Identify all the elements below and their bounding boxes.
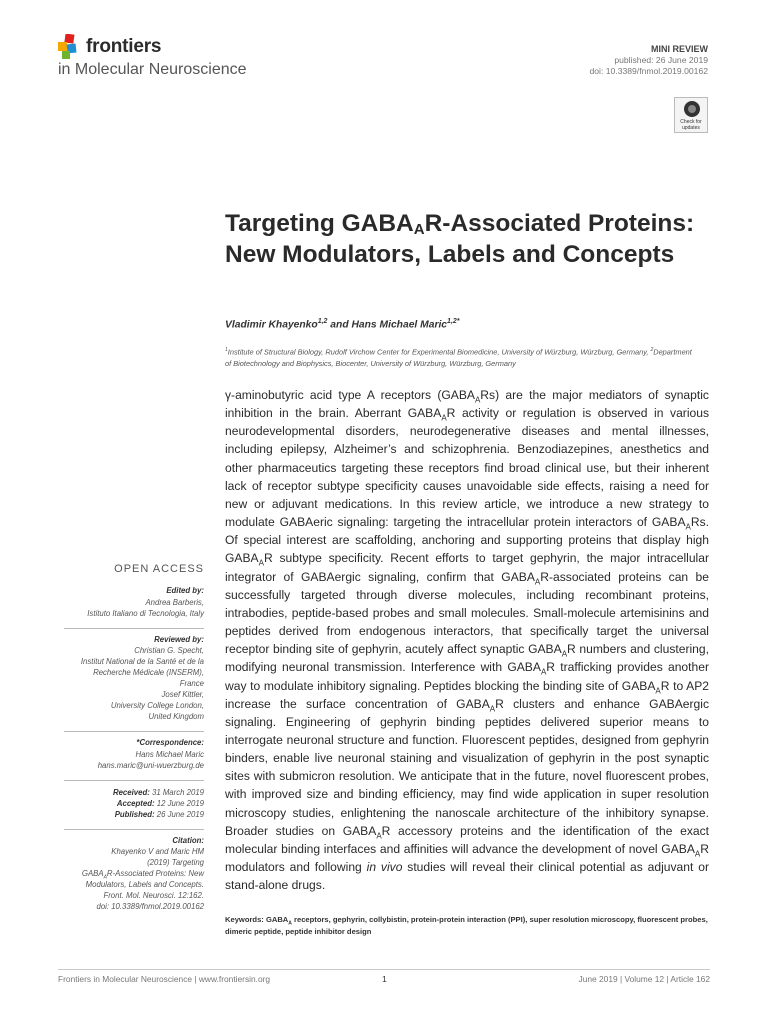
published-date-sidebar: Published: 26 June 2019 xyxy=(114,809,204,819)
section-label: *Correspondence: xyxy=(136,738,204,747)
reviewer-affil: Institut National de la Santé et de la xyxy=(80,657,204,666)
footer-journal-link[interactable]: Frontiers in Molecular Neuroscience | www.frontiersin.org xyxy=(58,974,271,984)
footer-divider xyxy=(58,969,710,970)
keywords-label: Keywords: xyxy=(225,915,266,924)
reviewer-affil: Recherche Médicale (INSERM), xyxy=(93,668,204,677)
section-label: Edited by: xyxy=(166,586,204,595)
published-date: published: 26 June 2019 xyxy=(614,55,708,65)
open-access-label: OPEN ACCESS xyxy=(114,563,204,575)
citation-section xyxy=(36,836,204,913)
reviewer-name: Christian G. Specht, xyxy=(134,646,204,655)
reviewer-name: Josef Kittler, xyxy=(161,690,204,699)
frontiers-logo-icon xyxy=(58,34,82,60)
correspondent-email-link[interactable]: hans.maric@uni-wuerzburg.de xyxy=(97,760,204,770)
title-part: R-Associated Proteins: New Modulators, Labels and Concepts xyxy=(225,210,695,268)
author-separator: and xyxy=(327,319,352,331)
section-label: Reviewed by: xyxy=(154,634,204,644)
reviewer-affil: United Kingdom xyxy=(148,712,204,721)
author-name[interactable]: Hans Michael Maric xyxy=(351,319,448,331)
page-number: 1 xyxy=(382,974,387,984)
affiliations xyxy=(225,344,695,370)
author-affil-mark: 1,2 xyxy=(447,318,457,325)
corresponding-mark: * xyxy=(456,318,460,325)
badge-label: Check for xyxy=(680,119,702,125)
correspondent-name: Hans Michael Maric xyxy=(135,749,204,759)
doi-link[interactable]: doi: 10.3389/fnmol.2019.00162 xyxy=(589,66,708,76)
author-name[interactable]: Vladimir Khayenko xyxy=(225,319,318,331)
divider xyxy=(64,829,204,830)
editor-name: Andrea Barberis, xyxy=(145,597,204,607)
citation-line: $GABA_AR$-Associated Proteins: New xyxy=(81,869,204,881)
correspondence-section xyxy=(36,738,204,771)
journal-name: in Molecular Neuroscience xyxy=(58,61,247,78)
article-title xyxy=(225,208,705,270)
title-part: Targeting GABA xyxy=(225,210,414,237)
divider xyxy=(64,628,204,629)
citation-doi-link[interactable]: doi: 10.3389/fnmol.2019.00162 xyxy=(96,902,204,911)
article-sidebar xyxy=(36,563,204,921)
divider xyxy=(64,780,204,781)
affil-text: Institute of Structural Biology, Rudolf Virchow Center for Experimental Biomedicine, University of Würzburg, Würzburg, Germany, xyxy=(227,347,651,357)
reviewer-affil: France xyxy=(179,679,204,688)
crossmark-icon xyxy=(684,101,700,117)
divider xyxy=(64,731,204,732)
brand-name: frontiers xyxy=(86,36,162,57)
author-affil-mark: 1,2 xyxy=(317,318,328,325)
section-label: Citation: xyxy=(172,835,204,845)
affil-text: Department of Biotechnology and Biophysics, Biocenter, University of Würzburg, Würzburg, Germany xyxy=(225,347,692,369)
accepted-date: Accepted: 12 June 2019 xyxy=(116,798,204,808)
article-meta xyxy=(590,44,709,77)
received-date: Received: 31 March 2019 xyxy=(112,787,204,797)
title-subscript: A xyxy=(413,221,425,238)
citation-line: Front. Mol. Neurosci. 12:162. xyxy=(103,891,204,900)
author-list xyxy=(225,318,460,330)
dates-section xyxy=(36,787,204,820)
keywords: Keywords: $GABA_A$ receptors, gephyrin, collybistin, protein-protein interaction (PPI), super resolution microscopy, fluorescent probes, dimeric peptide, peptide inhibitor design xyxy=(225,915,708,936)
citation-line: Modulators, Labels and Concepts. xyxy=(85,880,204,889)
reviewed-by-section xyxy=(36,635,204,723)
affil-number: 1 xyxy=(225,347,228,353)
affil-number: 2 xyxy=(650,347,654,353)
edited-by-section xyxy=(36,586,204,619)
editor-affil: Istituto Italiano di Tecnologia, Italy xyxy=(87,608,204,618)
citation-line: Khayenko V and Maric HM xyxy=(111,847,204,856)
footer-issue-info: June 2019 | Volume 12 | Article 162 xyxy=(578,974,710,984)
citation-line: (2019) Targeting xyxy=(147,858,204,867)
article-type: MINI REVIEW xyxy=(650,44,708,54)
badge-label: updates xyxy=(682,125,700,131)
abstract-text: γ-aminobutyric acid type A receptors $(GABA_ARs)$ are the major mediators of synaptic inhibition in the brain. Aberrant $GABA_AR$ activity or regulation is observed in various neurodevelopmental disorders, neurodegenerative diseases and mental illnesses, including epilepsy, Alzheimer’s and schizophrenia. Benzodiazepines, anesthetics and other pharmaceutics targeting these receptors find broad clinical use, but their inherent lack of receptor subtype specificity causes unavoidable side effects, raising a need for new or adjuvant medications. In this review article, we introduce a new strategy to modulate GABAeric signaling: targeting the intracellular protein interactors of $GABA_ARs$. Of special interest are scaffolding, anchoring and supporting proteins that display high $GABA_AR$ subtype specificity. Recent efforts to target gephyrin, the major intracellular integrator of GABAergic signaling, confirm that $GABA_AR$-associated proteins can be successfully targeted through diverse molecules, including recombinant proteins, intrabodies, peptide-based probes and small molecules. Small-molecule artemisinins and peptides derived from endogenous interactors, that specifically target the universal receptor binding site of gephyrin, acutely affect synaptic $GABA_AR$ numbers and clustering, modifying neuronal transmission. Interference with $GABA_AR$ trafficking provides another way to modulate inhibitory signaling. Peptides blocking the binding site of $GABA_AR$ to AP2 increase the surface concentration of $GABA_AR$ clusters and enhance GABAergic signaling. Engineering of gephyrin binding peptides delivered superior means to interrogate neuronal structure and function. Fluorescent peptides, designed from gephyrin binders, enable live neuronal staining and visualization of gephyrin in the post synaptic sites with submicron resolution. We anticipate that in the future, novel fluorescent probes, with improved size and binding efficiency, may find wide application in super resolution microscopy studies, enlightening the nanoscale architecture of the inhibitory synapse. Broader studies on $GABA_AR$ accessory proteins and the identification of the exact molecular binding interfaces and affinities will advance the development of novel $GABA_AR$ modulators and following in vivo studies will reveal their clinical potential as adjuvant or stand-alone drugs. xyxy=(225,388,710,893)
check-for-updates-badge[interactable] xyxy=(674,97,708,133)
reviewer-affil: University College London, xyxy=(110,701,204,710)
